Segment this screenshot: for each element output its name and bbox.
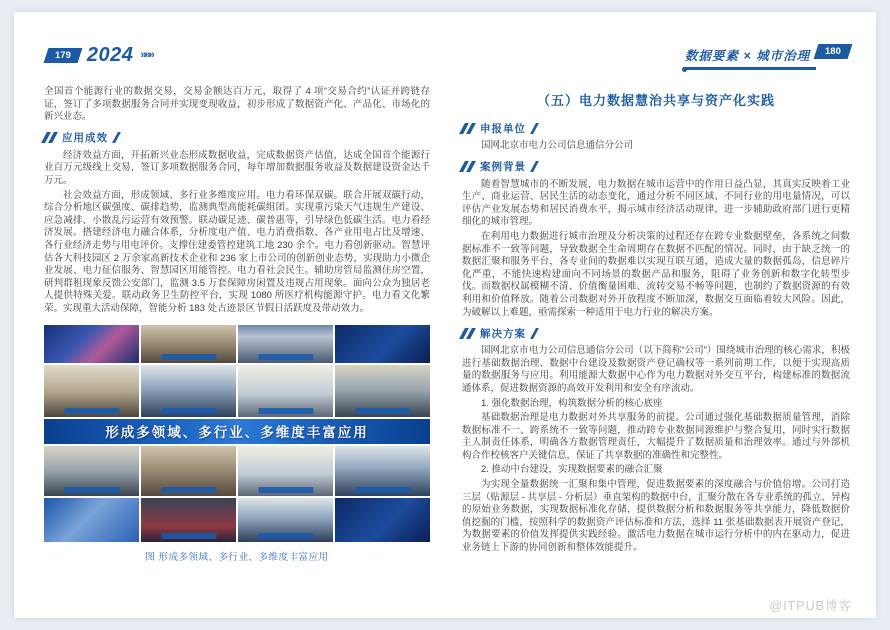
page-number-badge-right: [814, 44, 853, 59]
photo-tile-hall: [238, 365, 333, 417]
underline-dot-icon: [682, 67, 687, 72]
caption-chip: [161, 487, 216, 493]
right-column: [462, 86, 850, 557]
caption-chip: [161, 533, 216, 539]
collage-row: [44, 498, 430, 542]
section-label: 申报单位: [480, 122, 526, 135]
collage-grid: [44, 325, 430, 542]
caption-chip: [161, 354, 216, 360]
caption-chip: [258, 354, 313, 360]
caption-chip: [355, 408, 410, 414]
page-number-badge-left: [44, 48, 83, 63]
photo-tile-meeting: [335, 446, 430, 496]
series-title: 数据要素 × 城市治理: [683, 44, 816, 70]
collage-row: [44, 446, 430, 496]
caption-chip: [64, 487, 119, 493]
numbered-subheading: 2. 推动中台建设，实现数据要素的融合汇聚: [481, 464, 663, 476]
slash-mark-icon: [530, 123, 538, 134]
slash-mark-icon: [112, 132, 120, 143]
chevrons-icon: »»»: [140, 49, 153, 61]
photo-tile-control-room: [44, 446, 139, 496]
case-title: （五）电力数据慧治共享与资产化实践: [536, 93, 775, 108]
body-paragraph: 全国首个能源行业的数据交易，交易金额达百万元，取得了 4 项“交易合约”认证并跨链存证，签订了多项数据服务合同并实现变现收益，初步形成了数据资产化、产品化、市场化的新兴业态。: [44, 86, 430, 123]
photo-tile-dashboard: [335, 498, 430, 542]
body-paragraph: 为实现全量数据统一汇聚和集中管理，促进数据要素的深度融合与价值倍增。公司打造三层（贴源层 - 共享层 - 分析层）垂直架构的数据中台，汇聚分散在各专业系统的孤立、异构的原始业务数据，实现数据标准化存储，提供数据分析和数据服务等共享能力，降低数据价值挖掘的门槛，按照科学的数据资产评估标准和方法，选择 11 张基础数据表开展资产登记，为数据要素的价值发挥提供实践经验。激活电力数据在城市运行分析中的内在驱动力，促进业务链上下游的协同创新和整体效能提升。: [462, 479, 850, 554]
left-column: [44, 86, 430, 563]
figure-caption: 图 形成多领域、多行业、多维度丰富应用: [145, 551, 329, 563]
body-paragraph: 经济效益方面，开拓新兴业态形成数据收益，完成数据资产估值，达成全国首个能源行业百万元级线上交易，签订多项数据服务合同，每年增加数据服务收益及数据建设资金达千万元。: [44, 149, 430, 186]
photo-tile-meeting: [141, 365, 236, 417]
document-page: [14, 12, 876, 618]
header-right: [683, 44, 850, 70]
section-header-solution: [462, 327, 850, 339]
page-number-right: 180: [825, 46, 841, 57]
collage-row: [44, 365, 430, 417]
header-left: [46, 46, 153, 64]
slash-mark-icon: [530, 328, 538, 339]
figure-banner: 形成多领域、多行业、多维度丰富应用: [44, 419, 430, 444]
photo-tile-stage: [141, 498, 236, 542]
body-paragraph: 国网北京市电力公司信息通信分公司: [481, 140, 634, 151]
numbered-subheading: 1. 强化数据治理，构筑数据分析的核心底座: [481, 397, 663, 409]
caption-chip: [161, 408, 216, 414]
section-header-application-effect: [44, 132, 430, 144]
body-paragraph: 社会效益方面，形成领域、多行业多维度应用。电力看环保双碳。联合开展双碳行动，综合分析地区碳强度、碳排趋势，监测典型高能耗碳组团。实现重污染天气违规生产建设、应急减排、小散乱污运营有效预警。联动碳足迹、碳普惠等，引导绿色低碳生活。电力看经济发展。搭建经济电力融合体系，分析度电产值、电力消费指数、各产业用电占比及增速、各行业经济走势与用电评价。支撑住建委管控建筑工地 230 余个。电力看创新驱动。智慧评估各大科技园区 2 万余家高新技术企业和 236 家上市公司的创新创业态势，实现助力小微企业发展、电力征信服务、智慧园区用能管控。电力看社会民生。辅助房管局监测住房空置，研判群租现象反馈公安部门，监测 3.5 万套保障房闲置及违规占用现象。面向公众为独居老人提供特殊关爱。联动政务卫生防控平台，实现 1080 所医疗机构能源守护。电力看文化繁荣。实现重大活动保障，智能分析 183 处古迹景区节假日活跃度及带动效力。: [44, 189, 430, 314]
caption-chip: [258, 487, 313, 493]
caption-chip: [258, 408, 313, 414]
figure-collage: [44, 325, 430, 563]
caption-chip: [64, 408, 119, 414]
slash-mark-icon: [530, 161, 538, 172]
section-header-applicant: [462, 122, 850, 134]
section-label: 解决方案: [480, 327, 526, 340]
body-paragraph: 随着智慧城市的不断发展，电力数据在城市运营中的作用日益凸显，其真实反映着工业生产、商业运营、居民生活的动态变化，通过分析不同区域、不同行业的用电量情况，可以评估产业发展态势和居民消费水平，揭示城市经济活动规律，进一步辅助政府部门进行更精细化的城市管理。: [462, 178, 850, 228]
photo-tile-meeting: [335, 365, 430, 417]
body-paragraph: 在利用电力数据进行城市治理及分析决策的过程还存在跨专业数据壁垒，各系统之间数据标准不一致等问题，导致数据全生命周期存在数据不匹配的情况。同时，由于缺乏统一的数据汇聚和服务平台，各专业间的数据难以实现互联互通，造成大量的数据孤岛，信息碎片化严重，不能快速构建面向不同场景的数据产品和服务，阻碍了业务创新和数字化转型步伐。而数据权属模糊不清、价值衡量困难、流转交易不畅等问题，也制约了数据资源的有效利用和价值释放。随着公司数据对外开放程度不断加深，数据交互面临着较大风险。因此，为破解以上难题，亟需探索一种适用于电力行业的解决方案。: [462, 230, 850, 318]
year-logo: 2024: [86, 44, 134, 66]
watermark: @ITPUB博客: [769, 599, 852, 613]
body-paragraph: 基础数据治理是电力数据对外共享服务的前提。公司通过强化基础数据质量管理，消除数据标准不一、跨系统不一致等问题，推动跨专业数据同源维护与整合复用，同时实行数据主人制责任体系，明确各方数据管理责任，大幅提升了数据质量和治理效率。通过与外部机构合作校核客户关键信息，保证了共享数据的准确性和完整性。: [462, 412, 850, 461]
photo-tile-map: [44, 498, 139, 542]
photo-tile-dashboard: [44, 325, 139, 363]
section-label: 案例背景: [480, 161, 526, 174]
page-number-left: 179: [55, 49, 71, 61]
photo-tile-meeting: [141, 446, 236, 496]
caption-chip: [258, 533, 313, 539]
body-paragraph: 国网北京市电力公司信息通信分公司（以下简称“公司”）围绕城市治理的核心需求，积极进行基础数据治理、数据中台建设及数据资产登记确权等一系列前期工作，以便于实现高质量的数据服务与应用。利用能源大数据中心作为电力数据对外交互平台，构建标准的数据流通体系，促进数据资源的高效开发利用和安全有序流动。: [462, 345, 850, 394]
photo-tile-dashboard: [335, 325, 430, 363]
photo-tile-meeting: [141, 325, 236, 363]
photo-tile-meeting: [238, 446, 333, 496]
section-label: 应用成效: [62, 132, 108, 145]
photo-tile-meeting: [44, 365, 139, 417]
photo-tile-meeting: [238, 498, 333, 542]
caption-chip: [355, 487, 410, 493]
photo-tile-meeting: [238, 325, 333, 363]
section-header-background: [462, 161, 850, 173]
collage-row: [44, 325, 430, 363]
